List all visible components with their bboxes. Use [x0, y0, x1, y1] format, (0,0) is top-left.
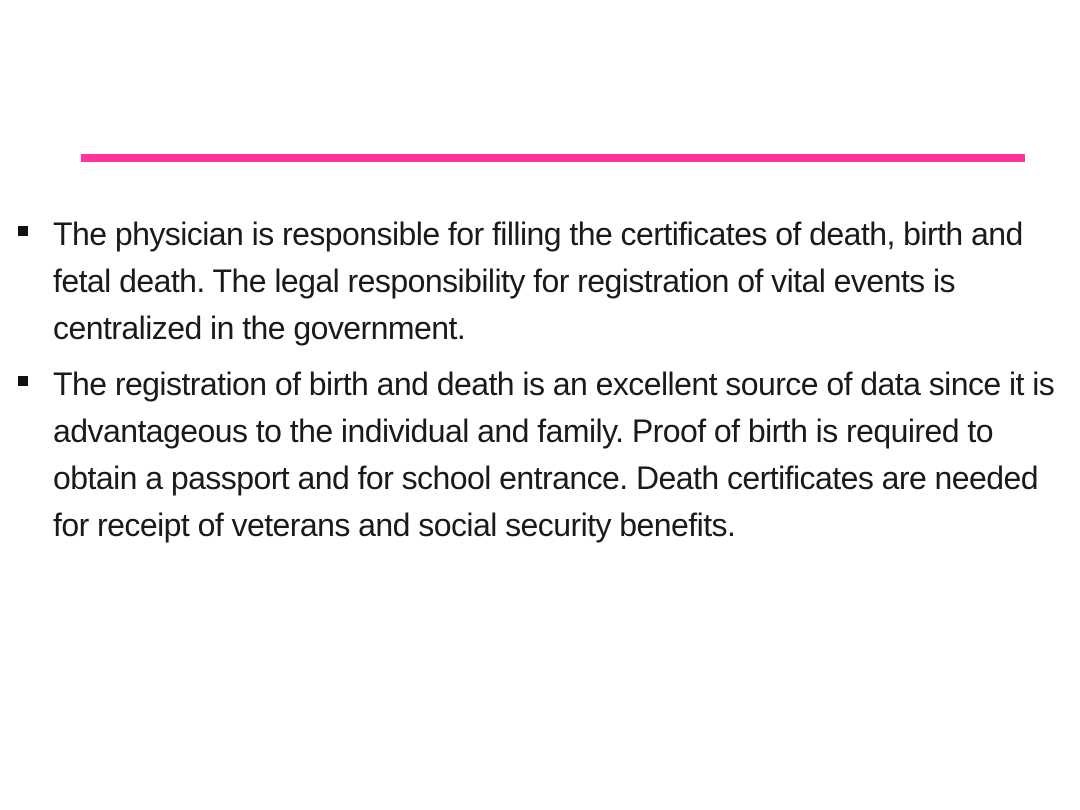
bullet-item	[16, 361, 1078, 549]
bullet-list	[16, 211, 1078, 558]
title-divider-line	[81, 154, 1025, 162]
square-bullet-icon	[18, 376, 28, 386]
bullet-text: The registration of birth and death is an excellent source of data since it is advantageous to the individual and family. Proof of birth is required to obtain a passport and for school entrance. Death certificates are needed for receipt of veterans and social security benefits.	[53, 366, 1055, 543]
square-bullet-icon	[18, 226, 28, 236]
bullet-text: The physician is responsible for filling the certificates of death, birth and fetal death. The legal responsibility for registration of vital events is centralized in the government.	[53, 216, 1023, 346]
bullet-item	[16, 211, 1078, 352]
